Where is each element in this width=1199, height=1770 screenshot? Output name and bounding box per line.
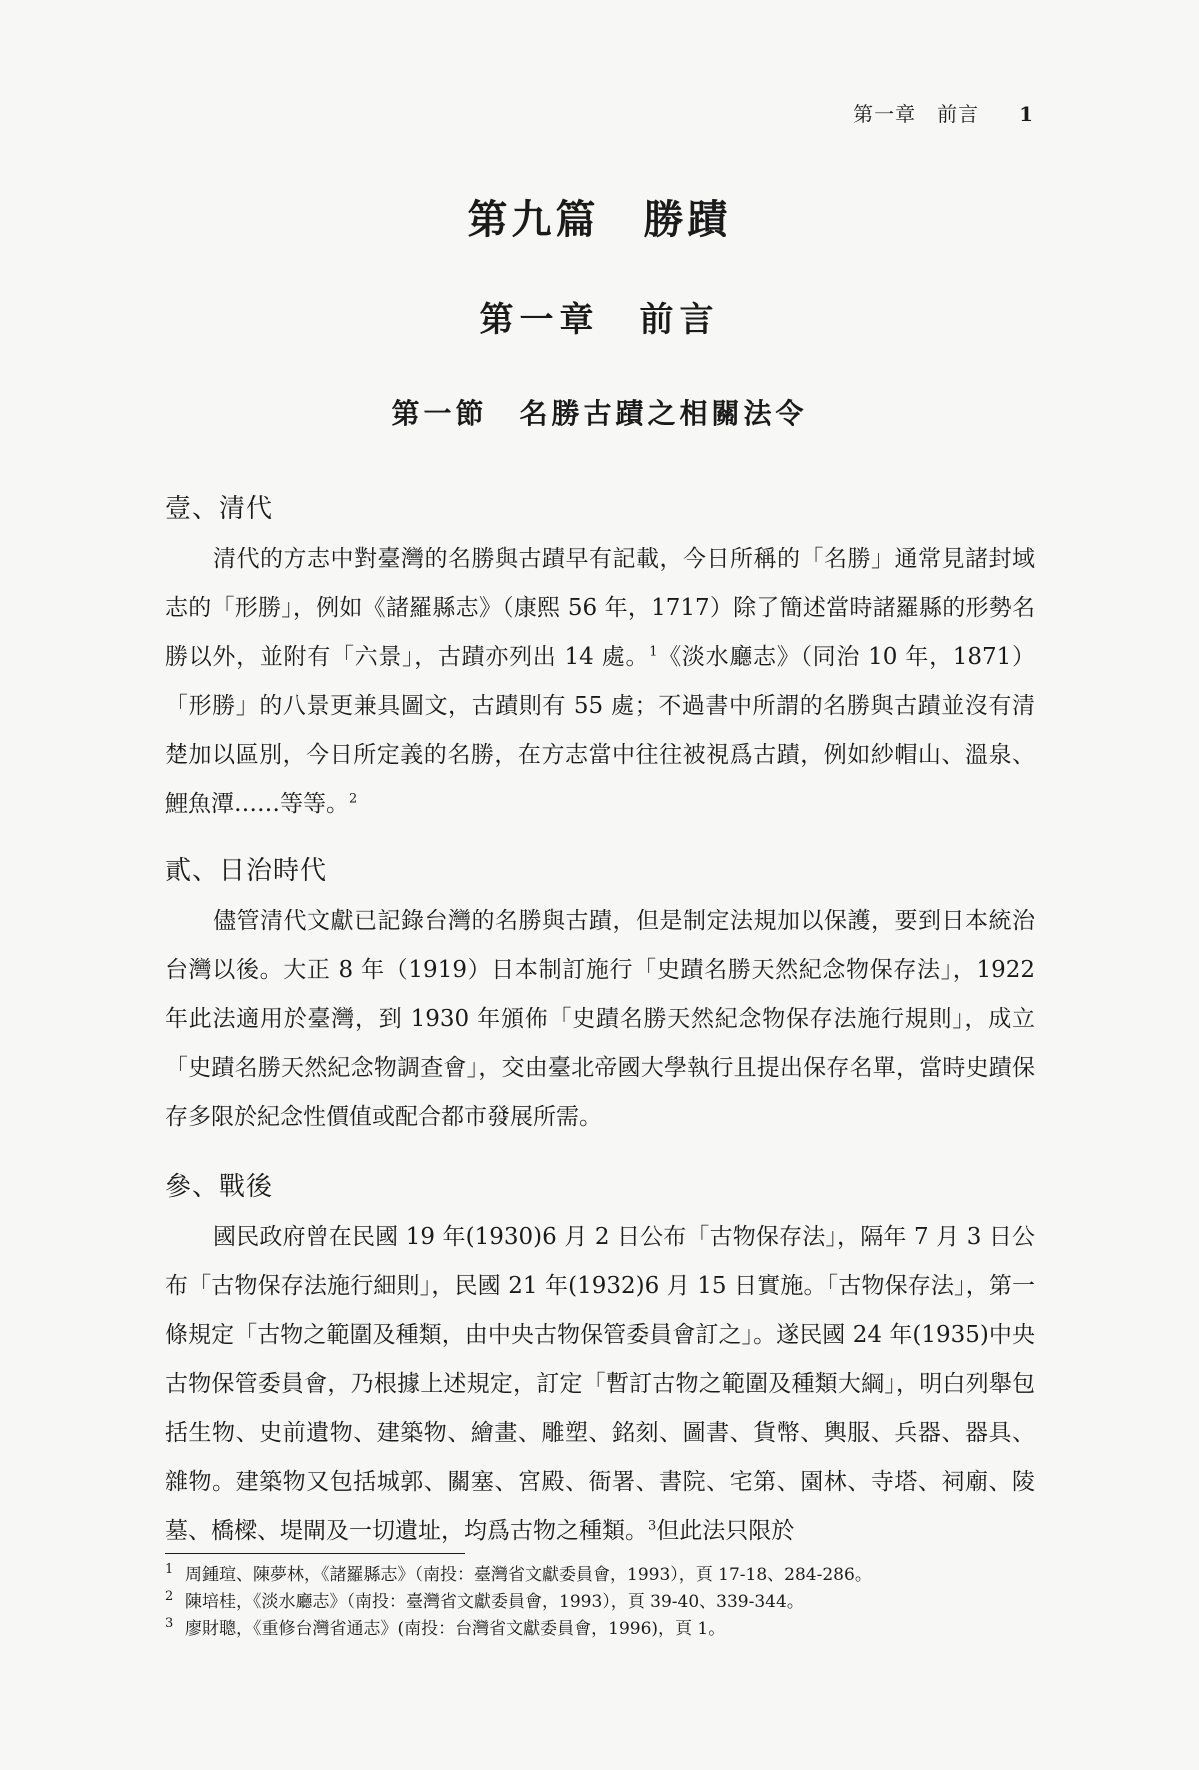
section-paragraph <box>165 535 1035 829</box>
footnote-ref[interactable]: 1 <box>649 644 658 660</box>
paragraph-text: 《淡水廳志》（同治 10 年，1871）「形勝」的八景更兼具圖文，古蹟則有 55 處；不過書中所謂的名勝與古蹟並沒有清楚加以區別，今日所定義的名勝，在方志當中往往被視爲古蹟，例如紗帽山、溫泉、鯉魚潭……等等。 <box>165 644 1036 817</box>
footnotes <box>165 1562 1035 1643</box>
section-title: 第一節 名勝古蹟之相關法令 <box>391 397 808 430</box>
footnote: 1 周鍾瑄、陳夢林，《諸羅縣志》（南投：臺灣省文獻委員會，1993），頁 17-18、284-286。 <box>165 1562 872 1585</box>
section-paragraph <box>165 1213 1035 1556</box>
section-postwar <box>165 1166 1035 1556</box>
section-paragraph: 儘管清代文獻已記錄台灣的名勝與古蹟，但是制定法規加以保護，要到日本統治台灣以後。大正 8 年（1919）日本制訂施行「史蹟名勝天然紀念物保存法」，1922 年此法適用於臺灣，到 1930 年頒佈「史蹟名勝天然紀念物保存法施行規則」，成立「史蹟名勝天然紀念物調查會」，交由臺北帝國大學執行且提出保存名單，當時史蹟保存多限於紀念性價值或配合都市發展所需。 <box>165 908 1035 1130</box>
footnote-text: 周鍾瑄、陳夢林，《諸羅縣志》（南投：臺灣省文獻委員會，1993），頁 17-18、284-286。 <box>185 1565 872 1585</box>
footnote: 3 廖財聰，《重修台灣省通志》(南投：台灣省文獻委員會，1996)，頁 1。 <box>165 1616 726 1639</box>
section-heading: 參、戰後 <box>165 1172 274 1202</box>
footnote-ref[interactable]: 2 <box>349 791 358 807</box>
paragraph-text: 但此法只限於 <box>656 1518 795 1544</box>
paragraph-text: 清代的方志中對臺灣的名勝與古蹟早有記載，今日所稱的「名勝」通常見諸封域志的「形勝」，例如《諸羅縣志》（康熙 56 年，1717）除了簡述當時諸羅縣的形勢名勝以外，並附有「六景」，古蹟亦列出 14 處。 <box>165 546 1035 670</box>
footnote: 2 陳培桂，《淡水廳志》（南投：臺灣省文獻委員會，1993），頁 39-40、339-344。 <box>165 1589 804 1612</box>
page-number: 1 <box>1019 102 1034 126</box>
chapter-title: 第一章 前言 <box>479 300 720 340</box>
section-heading: 貳、日治時代 <box>165 856 328 886</box>
section-qing <box>165 488 1035 829</box>
footnote-ref[interactable]: 3 <box>648 1518 657 1534</box>
section-japanese <box>165 850 1035 1142</box>
running-title: 第一章 前言 <box>853 102 980 126</box>
section-heading: 壹、清代 <box>165 494 274 524</box>
footnote-divider <box>165 1553 465 1554</box>
running-header <box>853 98 1034 127</box>
part-title: 第九篇 勝蹟 <box>467 196 732 243</box>
paragraph-text: 國民政府曾在民國 19 年(1930)6 月 2 日公布「古物保存法」，隔年 7 月 3 日公布「古物保存法施行細則」，民國 21 年(1932)6 月 15 日實施。「古物保存法」，第一條規定「古物之範圍及種類，由中央古物保管委員會訂之」。遂民國 24 年(1935)中央古物保管委員會，乃根據上述規定，訂定「暫訂古物之範圍及種類大綱」，明白列舉包括生物、史前遺物、建築物、繪畫、雕塑、銘刻、圖書、貨幣、輿服、兵器、器具、雜物。建築物又包括城郭、關塞、宮殿、衙署、書院、宅第、園林、寺塔、祠廟、陵墓、橋樑、堤閘及一切遺址，均爲古物之種類。 <box>165 1224 1035 1544</box>
footnote-text: 陳培桂，《淡水廳志》（南投：臺灣省文獻委員會，1993），頁 39-40、339-344。 <box>185 1592 804 1612</box>
footnote-text: 廖財聰，《重修台灣省通志》(南投：台灣省文獻委員會，1996)，頁 1。 <box>185 1619 726 1639</box>
